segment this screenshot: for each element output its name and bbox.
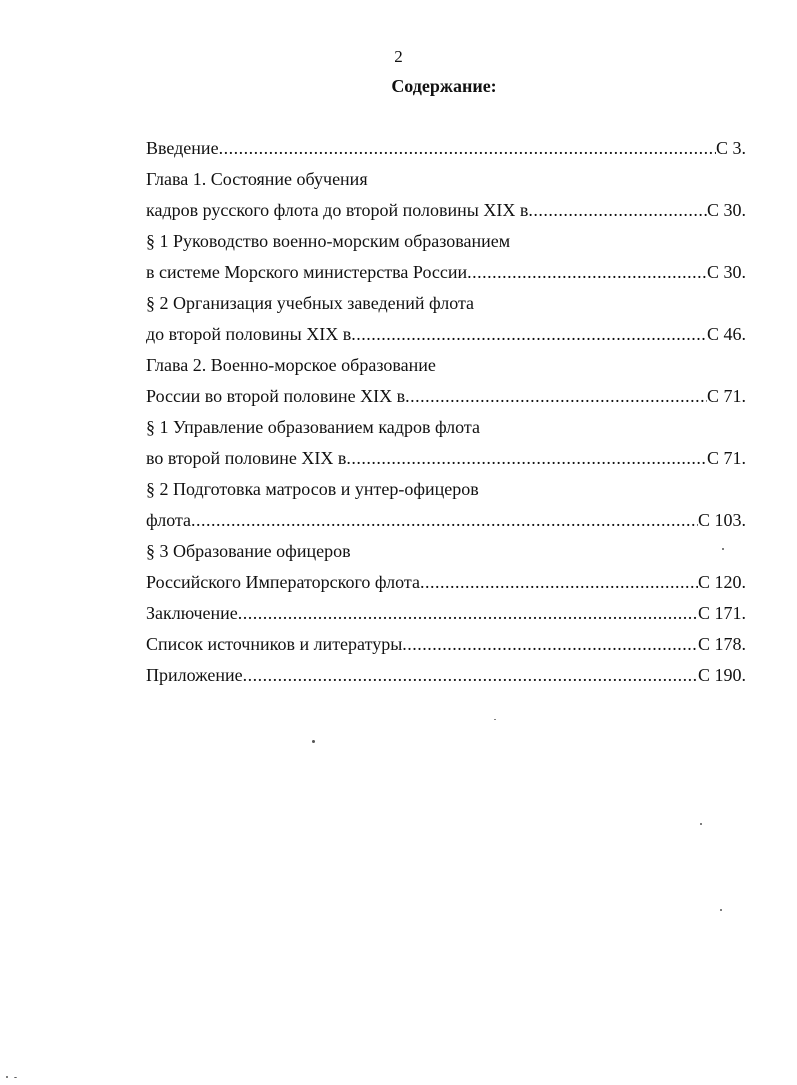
dot-leader	[467, 259, 707, 285]
toc-page-ref: С 103.	[697, 510, 746, 530]
toc-entry	[146, 600, 746, 631]
toc-page-ref: С 178.	[697, 634, 746, 654]
toc-page-ref: С 120.	[697, 572, 746, 592]
scan-speck	[700, 823, 702, 825]
dot-leader	[238, 600, 698, 626]
toc-heading-text: § 2 Организация учебных заведений флота	[146, 293, 475, 313]
toc-entry	[146, 259, 746, 290]
toc-entry-text: кадров русского флота до второй половины XIX в	[146, 200, 529, 220]
toc-heading-text: § 1 Управление образованием кадров флота	[146, 417, 480, 437]
toc-entry-text: России во второй половине XIX в	[146, 386, 406, 406]
toc-page-ref: С 30.	[706, 200, 746, 220]
toc-heading	[146, 290, 746, 321]
toc-heading	[146, 414, 746, 445]
toc-page-ref: С 190.	[697, 665, 746, 685]
scan-speck	[6, 1076, 8, 1078]
dot-leader	[243, 662, 698, 688]
toc-heading	[146, 352, 746, 383]
dot-leader	[346, 445, 707, 471]
toc-heading	[146, 476, 746, 507]
toc-page-ref: С 71.	[706, 448, 746, 468]
toc-entry-text: до второй половины XIX в	[146, 324, 352, 344]
toc-entry-text: Список источников и литературы	[146, 634, 403, 654]
toc-page-ref: С 30.	[706, 262, 746, 282]
toc-heading-text: Глава 2. Военно-морское образование	[146, 355, 436, 375]
toc-heading-text: Глава 1. Состояние обучения	[146, 169, 368, 189]
toc-entry-text: Введение	[146, 138, 219, 158]
toc-heading	[146, 166, 746, 197]
toc-heading-text: § 2 Подготовка матросов и унтер-офицеров	[146, 479, 479, 499]
dot-leader	[402, 631, 698, 657]
toc-heading	[146, 228, 746, 259]
page-title: Содержание:	[391, 76, 497, 96]
dot-leader	[191, 507, 698, 533]
toc-entry	[146, 631, 746, 662]
toc-entry-text: Приложение	[146, 665, 243, 685]
toc-heading-text: § 3 Образование офицеров	[146, 541, 351, 561]
toc-entry-text: флота	[146, 510, 192, 530]
scan-speck	[14, 1077, 17, 1078]
scan-speck	[722, 548, 724, 550]
toc-heading-text: § 1 Руководство военно-морским образованием	[146, 231, 511, 251]
dot-leader	[219, 135, 716, 161]
toc-page-ref: С 3.	[715, 138, 746, 158]
dot-leader	[528, 197, 707, 223]
toc-page-ref: С 171.	[697, 603, 746, 623]
toc-page-ref: С 71.	[706, 386, 746, 406]
scan-speck	[494, 719, 496, 720]
toc-entry-text: во второй половине XIX в	[146, 448, 347, 468]
toc-entry	[146, 507, 746, 538]
toc-entry	[146, 569, 746, 600]
toc-page-ref: С 46.	[706, 324, 746, 344]
dot-leader	[420, 569, 698, 595]
toc-entry	[146, 135, 746, 166]
toc-entry-text: в системе Морского министерства России	[146, 262, 468, 282]
toc-heading	[146, 538, 746, 569]
toc-entry	[146, 321, 746, 352]
toc-entry-text: Российского Императорского флота	[146, 572, 420, 592]
dot-leader	[351, 321, 707, 347]
scan-speck	[312, 740, 315, 743]
scan-speck	[720, 909, 722, 911]
toc-entry	[146, 662, 746, 693]
page-number: 2	[394, 47, 403, 66]
table-of-contents	[146, 135, 746, 693]
dot-leader	[405, 383, 707, 409]
toc-entry	[146, 445, 746, 476]
toc-entry	[146, 383, 746, 414]
toc-entry	[146, 197, 746, 228]
toc-entry-text: Заключение	[146, 603, 238, 623]
